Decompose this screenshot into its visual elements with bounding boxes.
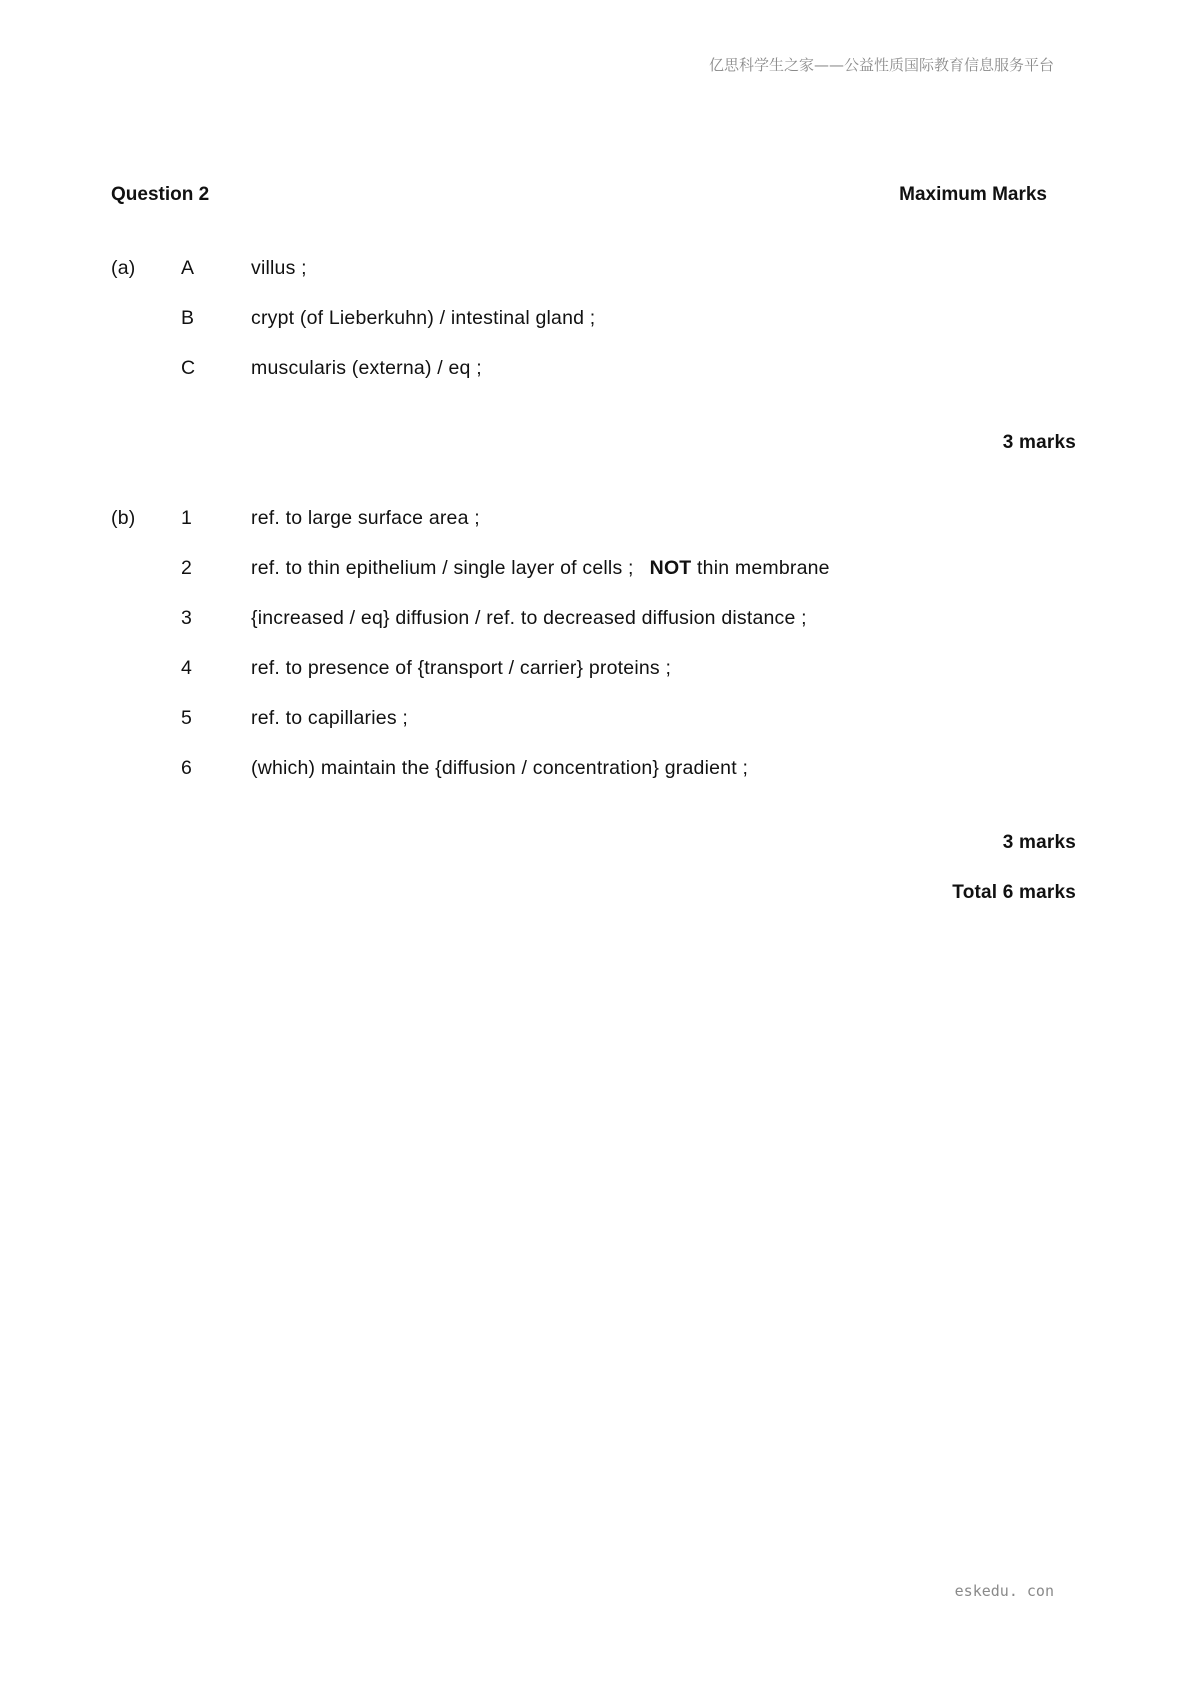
part-b-item-5 bbox=[0, 707, 1190, 733]
item-text-main: ref. to thin epithelium / single layer of cells ; bbox=[251, 557, 634, 579]
part-b-item-3 bbox=[0, 607, 1190, 633]
item-text-after: thin membrane bbox=[691, 557, 830, 579]
item-key: 4 bbox=[181, 657, 193, 679]
total-marks-row bbox=[0, 882, 1190, 908]
item-text bbox=[251, 557, 830, 580]
item-key: 1 bbox=[181, 507, 193, 529]
item-text: ref. to large surface area ; bbox=[251, 507, 480, 529]
part-a-marks: 3 marks bbox=[1002, 432, 1076, 453]
item-key: C bbox=[181, 357, 196, 379]
item-key: 6 bbox=[181, 757, 193, 779]
item-key: 5 bbox=[181, 707, 193, 729]
part-b-marks-row bbox=[0, 832, 1190, 858]
item-key: 3 bbox=[181, 607, 193, 629]
item-key: 2 bbox=[181, 557, 193, 579]
part-a-item-a bbox=[0, 257, 1190, 283]
part-b-item-4 bbox=[0, 657, 1190, 683]
part-a-label: (a) bbox=[111, 257, 136, 279]
part-a-item-c bbox=[0, 357, 1190, 383]
header-watermark: 亿思科学生之家——公益性质国际教育信息服务平台 bbox=[708, 56, 1054, 74]
part-a-item-b bbox=[0, 307, 1190, 333]
item-text: villus ; bbox=[251, 257, 307, 279]
part-b-label: (b) bbox=[111, 507, 136, 529]
item-key: B bbox=[181, 307, 195, 329]
item-text: crypt (of Lieberkuhn) / intestinal gland ; bbox=[251, 307, 596, 329]
item-text: ref. to presence of {transport / carrier} proteins ; bbox=[251, 657, 672, 679]
item-key: A bbox=[181, 257, 195, 279]
item-text: ref. to capillaries ; bbox=[251, 707, 409, 729]
part-a-marks-row bbox=[0, 432, 1190, 458]
item-text: {increased / eq} diffusion / ref. to decreased diffusion distance ; bbox=[251, 607, 807, 629]
item-text: (which) maintain the {diffusion / concentration} gradient ; bbox=[251, 757, 749, 779]
part-b-marks: 3 marks bbox=[1002, 832, 1076, 853]
total-marks: Total 6 marks bbox=[952, 882, 1076, 903]
not-emphasis: NOT bbox=[649, 557, 692, 579]
part-b-item-2 bbox=[0, 557, 1190, 583]
maximum-marks-heading: Maximum Marks bbox=[899, 184, 1047, 205]
question-title: Question 2 bbox=[111, 184, 210, 205]
footer-watermark: eskedu. con bbox=[954, 1582, 1054, 1600]
item-text: muscularis (externa) / eq ; bbox=[251, 357, 482, 379]
part-b-item-6 bbox=[0, 757, 1190, 783]
part-b-item-1 bbox=[0, 507, 1190, 533]
